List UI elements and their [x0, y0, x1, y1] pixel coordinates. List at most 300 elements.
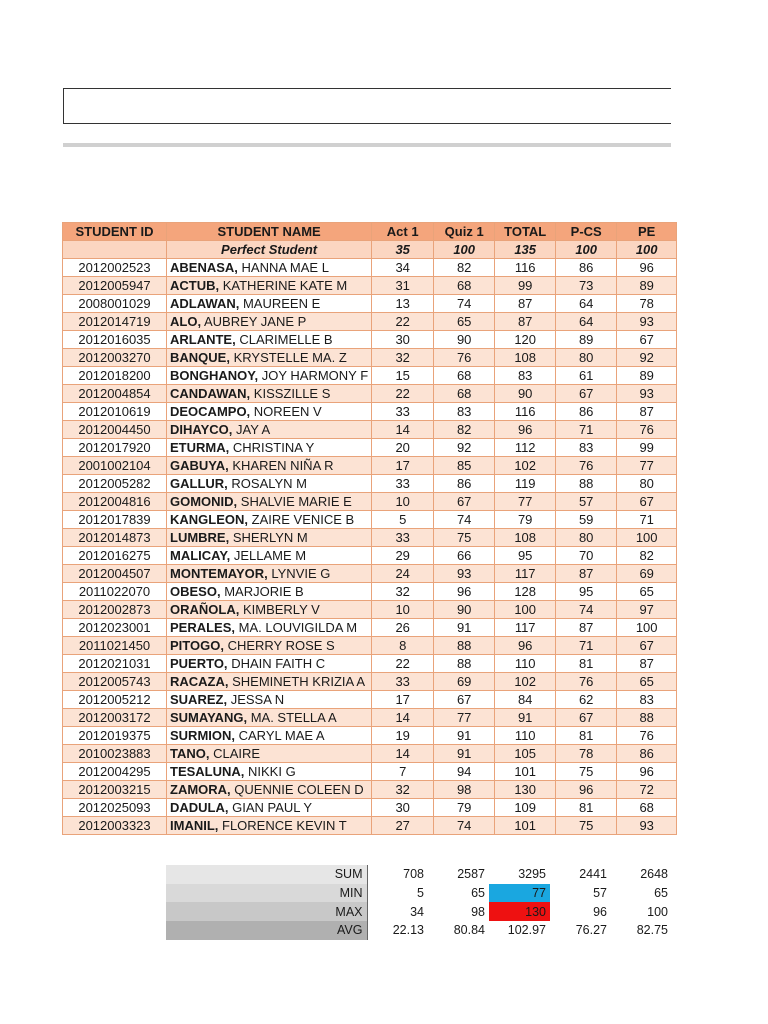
stats-value: 5	[417, 886, 424, 901]
act1-cell: 19	[372, 727, 434, 745]
student-row	[63, 673, 677, 691]
quiz1-cell: 83	[434, 403, 495, 421]
total-cell: 110	[495, 655, 556, 673]
student-id-cell: 2012004816	[63, 493, 167, 511]
stats-value: 34	[410, 904, 424, 919]
last-name: ALO,	[170, 314, 202, 329]
student-id-cell: 2012010619	[63, 403, 167, 421]
pcs-cell: 87	[556, 619, 617, 637]
quiz1-cell: 75	[434, 529, 495, 547]
student-id-cell: 2012005947	[63, 277, 167, 295]
student-row	[63, 457, 677, 475]
pcs-cell: 81	[556, 655, 617, 673]
pcs-cell: 64	[556, 295, 617, 313]
student-row	[63, 493, 677, 511]
pcs-cell: 61	[556, 367, 617, 385]
pcs-cell: 64	[556, 313, 617, 331]
student-name-cell	[167, 619, 372, 637]
pe-cell: 83	[617, 691, 677, 709]
pcs-cell: 70	[556, 547, 617, 565]
student-id-cell: 2011021450	[63, 637, 167, 655]
act1-cell: 32	[372, 583, 434, 601]
total-cell: 108	[495, 529, 556, 547]
last-name: MALICAY,	[170, 548, 231, 563]
last-name: PUERTO,	[170, 656, 228, 671]
perfect-name-cell: Perfect Student	[167, 241, 372, 259]
student-row	[63, 511, 677, 529]
first-name: JOY HARMONY F	[261, 368, 369, 383]
student-id-cell: 2012017920	[63, 439, 167, 457]
first-name: NIKKI G	[248, 764, 296, 779]
pe-cell: 88	[617, 709, 677, 727]
title-box	[63, 88, 671, 124]
last-name: PITOGO,	[170, 638, 224, 653]
student-row	[63, 709, 677, 727]
stats-value: 57	[593, 886, 607, 901]
last-name: RACAZA,	[170, 674, 229, 689]
quiz1-cell: 68	[434, 385, 495, 403]
total-cell: 112	[495, 439, 556, 457]
pcs-cell: 95	[556, 583, 617, 601]
title-underline	[63, 143, 671, 147]
stats-value: 102.97	[507, 923, 546, 938]
last-name: ORAÑOLA,	[170, 602, 240, 617]
act1-cell: 10	[372, 493, 434, 511]
pe-cell: 97	[617, 601, 677, 619]
pcs-cell: 80	[556, 529, 617, 547]
first-name: ROSALYN M	[231, 476, 308, 491]
student-name-cell	[167, 529, 372, 547]
quiz1-cell: 77	[434, 709, 495, 727]
student-id-cell: 2012014873	[63, 529, 167, 547]
student-row	[63, 781, 677, 799]
student-row	[63, 601, 677, 619]
first-name: MA. STELLA A	[250, 710, 337, 725]
stats-value: 22.13	[392, 923, 424, 938]
first-name: AUBREY JANE P	[203, 314, 307, 329]
last-name: ARLANTE,	[170, 332, 236, 347]
act1-cell: 8	[372, 637, 434, 655]
student-row	[63, 763, 677, 781]
student-row	[63, 313, 677, 331]
student-row	[63, 691, 677, 709]
header-student-name: STUDENT NAME	[167, 223, 372, 241]
student-name-cell	[167, 403, 372, 421]
pe-cell: 96	[617, 763, 677, 781]
student-id-cell: 2012018200	[63, 367, 167, 385]
student-id-cell: 2012016035	[63, 331, 167, 349]
perfect-quiz1-cell: 100	[434, 241, 495, 259]
act1-cell: 22	[372, 385, 434, 403]
act1-cell: 33	[372, 403, 434, 421]
student-name-cell	[167, 655, 372, 673]
student-row	[63, 619, 677, 637]
quiz1-cell: 96	[434, 583, 495, 601]
header-pe: PE	[617, 223, 677, 241]
total-cell: 117	[495, 565, 556, 583]
total-cell: 101	[495, 817, 556, 835]
student-row	[63, 745, 677, 763]
student-id-cell: 2012025093	[63, 799, 167, 817]
total-cell: 91	[495, 709, 556, 727]
quiz1-cell: 82	[434, 421, 495, 439]
first-name: KIMBERLY V	[242, 602, 320, 617]
last-name: SUAREZ,	[170, 692, 228, 707]
total-cell: 99	[495, 277, 556, 295]
student-name-cell	[167, 799, 372, 817]
quiz1-cell: 69	[434, 673, 495, 691]
pe-cell: 80	[617, 475, 677, 493]
student-id-cell: 2012005212	[63, 691, 167, 709]
first-name: QUENNIE COLEEN D	[234, 782, 364, 797]
student-row	[63, 439, 677, 457]
perfect-total-cell: 135	[495, 241, 556, 259]
total-cell: 116	[495, 259, 556, 277]
stats-value: 77	[489, 884, 550, 903]
total-cell: 109	[495, 799, 556, 817]
student-id-cell: 2011022070	[63, 583, 167, 601]
stats-value: 98	[471, 904, 485, 919]
first-name: CHERRY ROSE S	[227, 638, 335, 653]
student-id-cell: 2012019375	[63, 727, 167, 745]
stats-value: 65	[654, 886, 668, 901]
quiz1-cell: 85	[434, 457, 495, 475]
total-cell: 84	[495, 691, 556, 709]
act1-cell: 10	[372, 601, 434, 619]
student-name-cell	[167, 457, 372, 475]
first-name: ZAIRE VENICE B	[251, 512, 355, 527]
pe-cell: 96	[617, 259, 677, 277]
stats-row-avg	[166, 921, 672, 940]
student-row	[63, 385, 677, 403]
last-name: SUMAYANG,	[170, 710, 248, 725]
last-name: PERALES,	[170, 620, 236, 635]
pcs-cell: 57	[556, 493, 617, 511]
pe-cell: 72	[617, 781, 677, 799]
pe-cell: 67	[617, 493, 677, 511]
quiz1-cell: 68	[434, 367, 495, 385]
last-name: GOMONID,	[170, 494, 238, 509]
student-row	[63, 277, 677, 295]
student-id-cell: 2010023883	[63, 745, 167, 763]
last-name: CANDAWAN,	[170, 386, 251, 401]
student-id-cell: 2012003270	[63, 349, 167, 367]
summary-stats-table	[166, 865, 672, 940]
total-cell: 108	[495, 349, 556, 367]
total-cell: 102	[495, 673, 556, 691]
student-id-cell: 2012014719	[63, 313, 167, 331]
student-row	[63, 565, 677, 583]
last-name: MONTEMAYOR,	[170, 566, 268, 581]
total-cell: 100	[495, 601, 556, 619]
act1-cell: 17	[372, 457, 434, 475]
student-id-cell: 2012023001	[63, 619, 167, 637]
student-name-cell	[167, 583, 372, 601]
first-name: CLAIRE	[213, 746, 261, 761]
header-quiz1: Quiz 1	[434, 223, 495, 241]
quiz1-cell: 92	[434, 439, 495, 457]
total-cell: 105	[495, 745, 556, 763]
quiz1-cell: 74	[434, 511, 495, 529]
header-student-id: STUDENT ID	[63, 223, 167, 241]
pcs-cell: 71	[556, 421, 617, 439]
pcs-cell: 81	[556, 799, 617, 817]
student-name-cell	[167, 709, 372, 727]
act1-cell: 15	[372, 367, 434, 385]
first-name: MAUREEN E	[242, 296, 321, 311]
student-id-cell: 2012021031	[63, 655, 167, 673]
act1-cell: 14	[372, 745, 434, 763]
total-cell: 119	[495, 475, 556, 493]
pcs-cell: 76	[556, 673, 617, 691]
student-id-cell: 2012003323	[63, 817, 167, 835]
pe-cell: 67	[617, 331, 677, 349]
perfect-act1-cell: 35	[372, 241, 434, 259]
act1-cell: 31	[372, 277, 434, 295]
student-name-cell	[167, 475, 372, 493]
pe-cell: 76	[617, 727, 677, 745]
quiz1-cell: 79	[434, 799, 495, 817]
student-name-cell	[167, 781, 372, 799]
student-name-cell	[167, 691, 372, 709]
quiz1-cell: 76	[434, 349, 495, 367]
first-name: MA. LOUVIGILDA M	[238, 620, 358, 635]
student-id-cell: 2012003215	[63, 781, 167, 799]
total-cell: 87	[495, 295, 556, 313]
student-row	[63, 367, 677, 385]
student-id-cell: 2012017839	[63, 511, 167, 529]
first-name: KISSZILLE S	[253, 386, 331, 401]
student-id-cell: 2008001029	[63, 295, 167, 313]
stats-value: 708	[403, 867, 424, 882]
grades-table	[62, 222, 677, 835]
student-id-cell: 2012005743	[63, 673, 167, 691]
student-id-cell: 2012002523	[63, 259, 167, 277]
student-row	[63, 421, 677, 439]
student-name-cell	[167, 349, 372, 367]
first-name: KHAREN NIÑA R	[232, 458, 334, 473]
stats-label: MIN	[166, 884, 367, 903]
first-name: JELLAME M	[233, 548, 307, 563]
student-row	[63, 403, 677, 421]
last-name: ETURMA,	[170, 440, 230, 455]
header-act1: Act 1	[372, 223, 434, 241]
act1-cell: 33	[372, 529, 434, 547]
first-name: SHEMINETH KRIZIA A	[232, 674, 366, 689]
act1-cell: 7	[372, 763, 434, 781]
total-cell: 79	[495, 511, 556, 529]
pcs-cell: 59	[556, 511, 617, 529]
pcs-cell: 71	[556, 637, 617, 655]
student-name-cell	[167, 367, 372, 385]
act1-cell: 30	[372, 799, 434, 817]
pe-cell: 89	[617, 367, 677, 385]
act1-cell: 24	[372, 565, 434, 583]
stats-value: 76.27	[575, 923, 607, 938]
student-row	[63, 799, 677, 817]
student-row	[63, 637, 677, 655]
last-name: LUMBRE,	[170, 530, 230, 545]
first-name: CARYL MAE A	[238, 728, 325, 743]
total-cell: 128	[495, 583, 556, 601]
stats-row-sum	[166, 865, 672, 884]
last-name: IMANIL,	[170, 818, 219, 833]
pcs-cell: 83	[556, 439, 617, 457]
first-name: HANNA MAE L	[241, 260, 329, 275]
last-name: DIHAYCO,	[170, 422, 233, 437]
pe-cell: 78	[617, 295, 677, 313]
total-cell: 95	[495, 547, 556, 565]
pe-cell: 82	[617, 547, 677, 565]
stats-value: 2648	[640, 867, 668, 882]
student-name-cell	[167, 385, 372, 403]
stats-value: 100	[647, 904, 668, 919]
pcs-cell: 67	[556, 385, 617, 403]
total-cell: 87	[495, 313, 556, 331]
quiz1-cell: 67	[434, 493, 495, 511]
pe-cell: 67	[617, 637, 677, 655]
quiz1-cell: 90	[434, 601, 495, 619]
student-name-cell	[167, 493, 372, 511]
pe-cell: 100	[617, 619, 677, 637]
student-id-cell: 2001002104	[63, 457, 167, 475]
student-id-cell: 2012004507	[63, 565, 167, 583]
quiz1-cell: 88	[434, 655, 495, 673]
last-name: DEOCAMPO,	[170, 404, 251, 419]
student-name-cell	[167, 421, 372, 439]
pe-cell: 71	[617, 511, 677, 529]
last-name: TESALUNA,	[170, 764, 245, 779]
quiz1-cell: 91	[434, 727, 495, 745]
pe-cell: 89	[617, 277, 677, 295]
student-id-cell: 2012005282	[63, 475, 167, 493]
last-name: KANGLEON,	[170, 512, 248, 527]
act1-cell: 32	[372, 349, 434, 367]
act1-cell: 33	[372, 475, 434, 493]
total-cell: 96	[495, 421, 556, 439]
student-name-cell	[167, 313, 372, 331]
student-row	[63, 529, 677, 547]
stats-value: 3295	[518, 867, 546, 882]
last-name: GALLUR,	[170, 476, 228, 491]
pcs-cell: 80	[556, 349, 617, 367]
pe-cell: 87	[617, 403, 677, 421]
total-cell: 101	[495, 763, 556, 781]
pcs-cell: 76	[556, 457, 617, 475]
student-row	[63, 817, 677, 835]
student-name-cell	[167, 565, 372, 583]
student-name-cell	[167, 259, 372, 277]
act1-cell: 20	[372, 439, 434, 457]
last-name: BANQUE,	[170, 350, 230, 365]
student-name-cell	[167, 295, 372, 313]
student-id-cell: 2012003172	[63, 709, 167, 727]
student-row	[63, 547, 677, 565]
last-name: SURMION,	[170, 728, 235, 743]
pe-cell: 69	[617, 565, 677, 583]
act1-cell: 22	[372, 655, 434, 673]
student-name-cell	[167, 727, 372, 745]
act1-cell: 29	[372, 547, 434, 565]
stats-row-max	[166, 902, 672, 921]
pcs-cell: 78	[556, 745, 617, 763]
student-row	[63, 295, 677, 313]
first-name: LYNVIE G	[271, 566, 331, 581]
quiz1-cell: 74	[434, 817, 495, 835]
total-cell: 117	[495, 619, 556, 637]
student-name-cell	[167, 439, 372, 457]
stats-value: 96	[593, 904, 607, 919]
stats-row-min	[166, 884, 672, 903]
last-name: OBESO,	[170, 584, 221, 599]
student-row	[63, 475, 677, 493]
student-id-cell: 2012016275	[63, 547, 167, 565]
quiz1-cell: 86	[434, 475, 495, 493]
act1-cell: 13	[372, 295, 434, 313]
last-name: ADLAWAN,	[170, 296, 240, 311]
pe-cell: 99	[617, 439, 677, 457]
stats-label: MAX	[166, 902, 367, 921]
total-cell: 116	[495, 403, 556, 421]
first-name: NOREEN V	[253, 404, 322, 419]
pe-cell: 76	[617, 421, 677, 439]
quiz1-cell: 90	[434, 331, 495, 349]
total-cell: 130	[495, 781, 556, 799]
student-id-cell: 2012004450	[63, 421, 167, 439]
student-id-cell: 2012002873	[63, 601, 167, 619]
stats-value: 2441	[579, 867, 607, 882]
first-name: FLORENCE KEVIN T	[222, 818, 347, 833]
first-name: CHRISTINA Y	[232, 440, 315, 455]
pe-cell: 68	[617, 799, 677, 817]
student-row	[63, 583, 677, 601]
student-row	[63, 349, 677, 367]
pe-cell: 93	[617, 313, 677, 331]
pcs-cell: 75	[556, 817, 617, 835]
act1-cell: 30	[372, 331, 434, 349]
pe-cell: 65	[617, 673, 677, 691]
pe-cell: 93	[617, 385, 677, 403]
last-name: DADULA,	[170, 800, 229, 815]
quiz1-cell: 93	[434, 565, 495, 583]
stats-value: 130	[489, 902, 550, 921]
header-total: TOTAL	[495, 223, 556, 241]
pe-cell: 65	[617, 583, 677, 601]
pe-cell: 86	[617, 745, 677, 763]
pcs-cell: 89	[556, 331, 617, 349]
quiz1-cell: 94	[434, 763, 495, 781]
act1-cell: 34	[372, 259, 434, 277]
last-name: GABUYA,	[170, 458, 229, 473]
student-name-cell	[167, 601, 372, 619]
first-name: JESSA N	[230, 692, 285, 707]
pcs-cell: 74	[556, 601, 617, 619]
stats-label: SUM	[166, 865, 367, 884]
first-name: SHALVIE MARIE E	[240, 494, 352, 509]
pcs-cell: 67	[556, 709, 617, 727]
quiz1-cell: 91	[434, 619, 495, 637]
pe-cell: 92	[617, 349, 677, 367]
pcs-cell: 81	[556, 727, 617, 745]
quiz1-cell: 68	[434, 277, 495, 295]
stats-value: 82.75	[636, 923, 668, 938]
act1-cell: 14	[372, 709, 434, 727]
pe-cell: 100	[617, 529, 677, 547]
perfect-student-row	[63, 241, 677, 259]
stats-value: 2587	[457, 867, 485, 882]
total-cell: 102	[495, 457, 556, 475]
act1-cell: 14	[372, 421, 434, 439]
